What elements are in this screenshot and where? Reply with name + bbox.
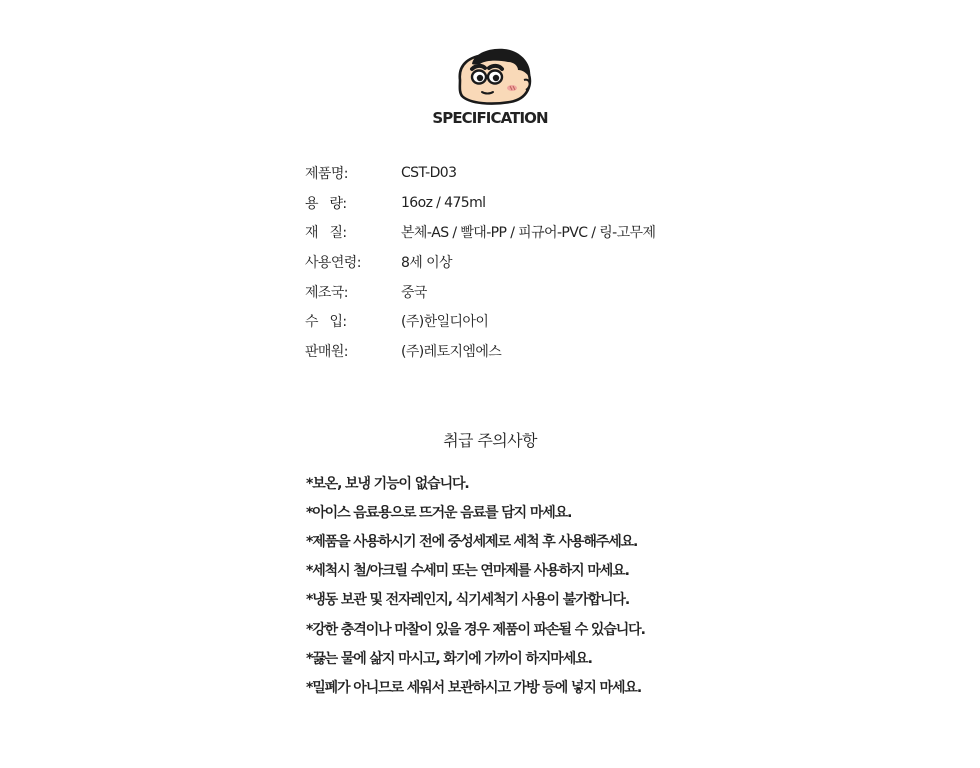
care-item: *보온, 보냉 기능이 없습니다. — [306, 475, 469, 492]
spec-label: 용 량: — [305, 195, 347, 212]
spec-title: SPECIFICATION — [432, 109, 548, 127]
care-item: *제품을 사용하시기 전에 중성세제로 세척 후 사용해주세요. — [306, 533, 638, 550]
spec-label: 재 질: — [305, 225, 347, 242]
care-item: *냉동 보관 및 전자레인지, 식기세척기 사용이 불가합니다. — [306, 592, 630, 609]
care-item: *강한 충격이나 마찰이 있을 경우 제품이 파손될 수 있습니다. — [306, 621, 645, 638]
care-list — [306, 468, 645, 702]
spec-row-age — [305, 247, 655, 277]
spec-value: 8세 이상 — [401, 254, 452, 271]
spec-value: (주)한일디아이 — [401, 314, 489, 331]
spec-label: 제조국: — [305, 284, 348, 301]
character-face-icon — [452, 44, 534, 106]
care-item: *밀폐가 아니므로 세워서 보관하시고 가방 등에 넣지 마세요. — [306, 679, 642, 696]
spec-row-importer — [305, 306, 655, 336]
spec-table — [305, 158, 655, 366]
spec-row-origin — [305, 277, 655, 307]
spec-label: 제품명: — [305, 165, 348, 182]
care-item: *끓는 물에 삶지 마시고, 화기에 가까이 하지마세요. — [306, 650, 592, 667]
spec-value: (주)레토지엠에스 — [401, 343, 502, 360]
spec-value: 16oz / 475ml — [401, 194, 486, 211]
spec-value: 중국 — [401, 284, 427, 301]
spec-label: 판매원: — [305, 343, 348, 360]
spec-row-material — [305, 217, 655, 247]
spec-row-capacity — [305, 188, 655, 218]
spec-label: 사용연령: — [305, 254, 361, 271]
care-item: *세척시 철/아크릴 수세미 또는 연마제를 사용하지 마세요. — [306, 563, 629, 580]
spec-value: CST-D03 — [401, 164, 457, 181]
spec-value: 본체-AS / 빨대-PP / 피규어-PVC / 링-고무제 — [401, 225, 656, 242]
spec-row-seller — [305, 336, 655, 366]
spec-row-product-name — [305, 158, 655, 188]
care-item: *아이스 음료용으로 뜨거운 음료를 담지 마세요. — [306, 504, 572, 521]
spec-label: 수 입: — [305, 314, 347, 331]
care-title: 취급 주의사항 — [443, 431, 537, 450]
